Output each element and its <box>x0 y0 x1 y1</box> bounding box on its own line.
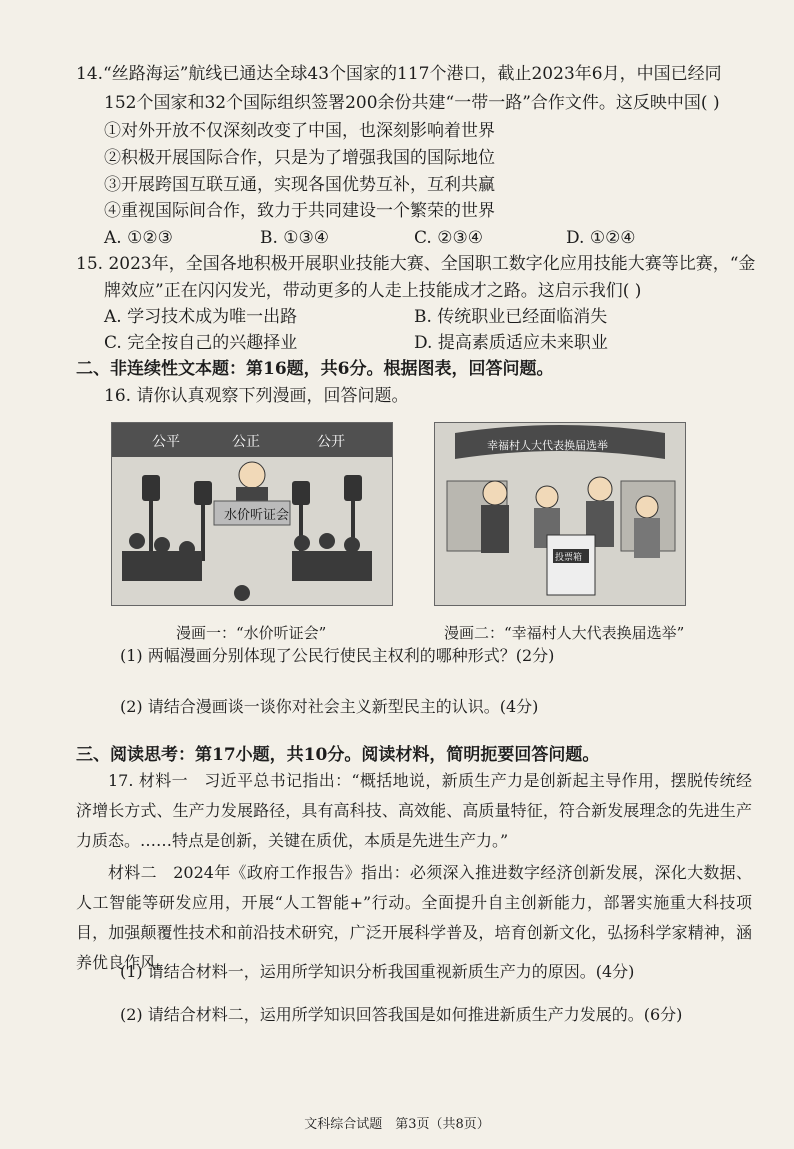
banner-word-2: 公正 <box>232 434 260 450</box>
q14-item1: ①对外开放不仅深刻改变了中国，也深刻影响着世界 <box>104 121 495 141</box>
section2-heading: 二、非连续性文本题：第16题，共6分。根据图表，回答问题。 <box>76 359 554 379</box>
q14-item3: ③开展跨国互联互通，实现各国优势互补，互利共赢 <box>104 175 495 195</box>
q16-stem: 16. 请你认真观察下列漫画，回答问题。 <box>104 386 409 406</box>
q15-line1: 15. 2023年，全国各地积极开展职业技能大赛、全国职工数字化应用技能大赛等比赛，“金 <box>76 254 756 274</box>
cartoon-election-illustration <box>435 423 685 605</box>
cartoon-hearing-illustration <box>112 423 392 605</box>
q14-option-d: D. ①②④ <box>566 228 636 248</box>
q15-option-b: B. 传统职业已经面临消失 <box>414 307 608 327</box>
q14-item4: ④重视国际间合作，致力于共同建设一个繁荣的世界 <box>104 201 495 221</box>
cartoon1-caption: 漫画一：“水价听证会” <box>176 624 327 642</box>
q15-line2: 牌效应”正在闪闪发光，带动更多的人走上技能成才之路。这启示我们( ) <box>104 281 642 301</box>
cartoon-hearing <box>111 422 393 606</box>
q16-sub2: (2) 请结合漫画谈一谈你对社会主义新型民主的认识。(4分) <box>120 697 539 716</box>
election-banner: 幸福村人大代表换届选举 <box>487 439 608 452</box>
cartoon-election <box>434 422 686 606</box>
q14-option-b: B. ①③④ <box>260 228 330 248</box>
q14-item2: ②积极开展国际合作，只是为了增强我国的国际地位 <box>104 148 495 168</box>
q17-sub2: (2) 请结合材料二，运用所学知识回答我国是如何推进新质生产力发展的。(6分) <box>120 1005 683 1024</box>
q14-line1: 14.“丝路海运”航线已通达全球43个国家的117个港口，截止2023年6月，中国已经同 <box>76 64 722 84</box>
cartoon2-caption: 漫画二：“幸福村人大代表换届选举” <box>444 624 685 642</box>
hearing-sign: 水价听证会 <box>224 508 290 523</box>
q17-material1: 17. 材料一 习近平总书记指出：“概括地说，新质生产力是创新起主导作用，摆脱传统经济增长方式、生产力发展路径，具有高科技、高效能、高质量特征，符合新发展理念的先进生产力质态。……特点是创新，关键在质优，本质是先进生产力。” <box>76 771 752 850</box>
banner-word-3: 公开 <box>317 434 345 450</box>
q14-option-c: C. ②③④ <box>414 228 483 248</box>
q17-sub1: (1) 请结合材料一，运用所学知识分析我国重视新质生产力的原因。(4分) <box>120 962 635 981</box>
q14-line2: 152个国家和32个国际组织签署200余份共建“一带一路”合作文件。这反映中国( ) <box>104 93 720 113</box>
section3-heading: 三、阅读思考：第17小题，共10分。阅读材料，简明扼要回答问题。 <box>76 745 600 765</box>
ballot-box-label: 投票箱 <box>555 553 583 563</box>
q15-option-d: D. 提高素质适应未来职业 <box>414 333 608 353</box>
q14-option-a: A. ①②③ <box>104 228 173 248</box>
q15-option-c: C. 完全按自己的兴趣择业 <box>104 333 298 353</box>
q15-option-a: A. 学习技术成为唯一出路 <box>104 307 298 327</box>
q17-material2: 材料二 2024年《政府工作报告》指出：必须深入推进数字经济创新发展，深化大数据、人工智能等研发应用，开展“人工智能+”行动。全面提升自主创新能力，部署实施重大科技项目，加强颠覆性技术和前沿技术研究，广泛开展科学普及，培育创新文化，弘扬科学家精神，涵养优良作风。 <box>76 863 752 972</box>
banner-word-1: 公平 <box>152 434 180 450</box>
page-footer: 文科综合试题 第3页（共8页） <box>304 1117 490 1132</box>
q16-sub1: (1) 两幅漫画分别体现了公民行使民主权利的哪种形式？(2分) <box>120 646 555 665</box>
